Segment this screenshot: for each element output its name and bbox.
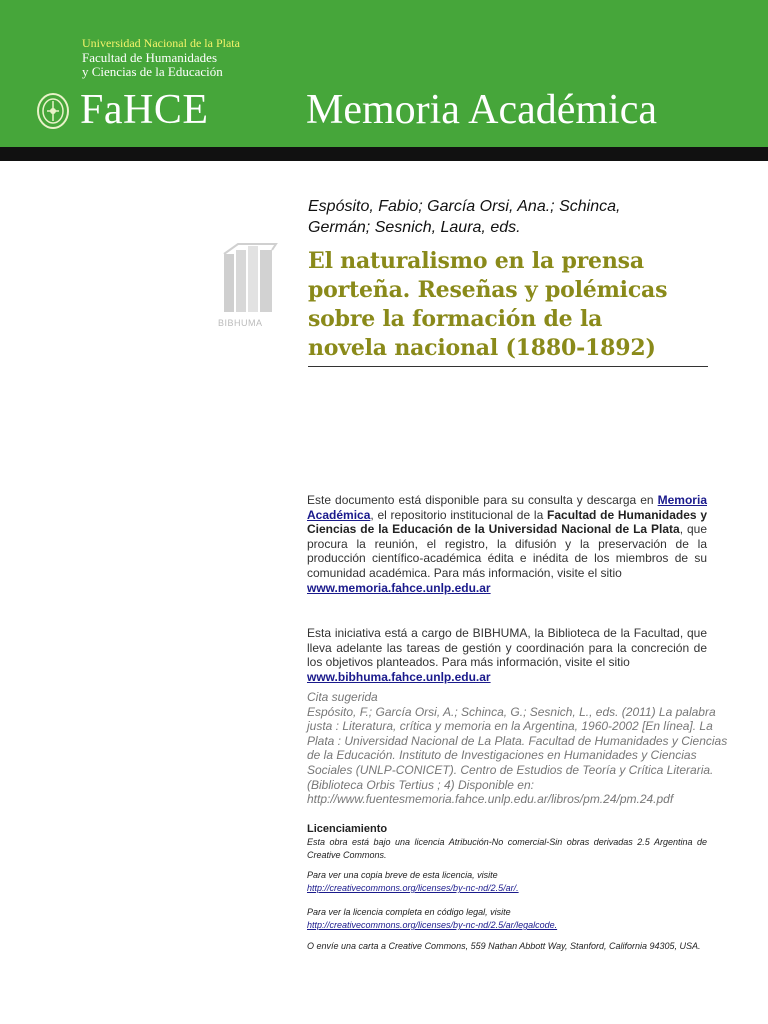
title-underline: [308, 366, 708, 367]
title-line-4: novela nacional (1880-1892): [308, 335, 656, 361]
license-short: [307, 869, 707, 895]
license-full-label: Para ver la licencia completa en código legal, visite: [307, 907, 511, 917]
p2-text: Esta iniciativa está a cargo de BIBHUMA, la Biblioteca de la Facultad, que lleva adelante las tareas de gestión y coordinación para la concreción de los objetivos planteados. Para más información, visite el sitio: [307, 626, 707, 670]
license-short-label: Para ver una copia breve de esta licencia, visite: [307, 870, 498, 880]
p1-mid: , el repositorio institucional de la: [370, 507, 544, 522]
license-full-link[interactable]: http://creativecommons.org/licenses/by-nc-nd/2.5/ar/legalcode.: [307, 920, 558, 930]
citation-heading: Cita sugerida: [307, 690, 378, 704]
license-heading: Licenciamiento: [307, 823, 388, 835]
license-mail: O envíe una carta a Creative Commons, 559 Nathan Abbott Way, Stanford, California 94305, USA.: [307, 941, 701, 951]
repository-title: Memoria Académica: [306, 87, 658, 133]
suggested-citation: [307, 690, 732, 807]
license-short-link[interactable]: http://creativecommons.org/licenses/by-nc-nd/2.5/ar/.: [307, 883, 519, 893]
authors-line-2: Germán; Sesnich, Laura, eds.: [308, 219, 521, 236]
bibhuma-logo-icon: [218, 240, 282, 332]
license-text: Esta obra está bajo una licencia Atribución-No comercial-Sin obras derivadas 2.5 Argentina de Creative Commons.: [307, 837, 707, 860]
faculty-line-1: Facultad de Humanidades: [82, 50, 218, 65]
fahce-logo-text: FaHCE: [80, 87, 209, 133]
document-authors: [308, 196, 708, 238]
bibhuma-paragraph: [307, 626, 707, 684]
authors-line-1: Espósito, Fabio; García Orsi, Ana.; Schinca,: [308, 198, 621, 215]
bibhuma-logo-text: BIBHUMA: [218, 318, 263, 328]
faculty-name: [82, 51, 223, 79]
p1-intro: Este documento está disponible para su consulta y descarga en: [307, 493, 654, 507]
p1-faculty: Facultad de Humanidades y Ciencias de la Educación de la Universidad Nacional de La Plata: [307, 507, 707, 537]
bibhuma-url-link[interactable]: www.bibhuma.fahce.unlp.edu.ar: [307, 669, 491, 684]
license-full: [307, 906, 707, 932]
document-title: [308, 247, 718, 363]
university-seal-icon: [34, 90, 72, 132]
university-name: Universidad Nacional de la Plata: [82, 36, 240, 50]
p1-rest: , que procura la reunión, el registro, la difusión y la preservación de la producción científico-académica édita e inédita de los miembros de su comunidad académica. Para más información, visite el sitio: [307, 522, 707, 580]
memoria-url-link[interactable]: www.memoria.fahce.unlp.edu.ar: [307, 580, 491, 595]
title-line-2: porteña. Reseñas y polémicas: [308, 277, 668, 303]
availability-paragraph: [307, 493, 707, 595]
title-line-1: El naturalismo en la prensa: [308, 248, 644, 274]
header-divider-bar: [0, 147, 768, 161]
citation-text: Espósito, F.; García Orsi, A.; Schinca, G.; Sesnich, L., eds. (2011) La palabra justa : Literatura, crítica y memoria en la Argentina, 1960-2002 [En línea]. La Plata : Universidad Nacional de La Plata. Facultad de Humanidades y Ciencias de la Educación. Instituto de Investigaciones en Humanidades y Ciencias Sociales (UNLP-CONICET). Centro de Estudios de Teoría y Crítica Literaria. (Biblioteca Orbis Tertius ; 4) Disponible en: http://www.fuentesmemoria.fahce.unlp.edu.ar/libros/pm.24/pm.24.pdf: [307, 704, 728, 807]
faculty-line-2: y Ciencias de la Educación: [82, 64, 223, 79]
memoria-academica-link[interactable]: Memoria Académica: [307, 493, 707, 522]
title-line-3: sobre la formación de la: [308, 306, 603, 332]
